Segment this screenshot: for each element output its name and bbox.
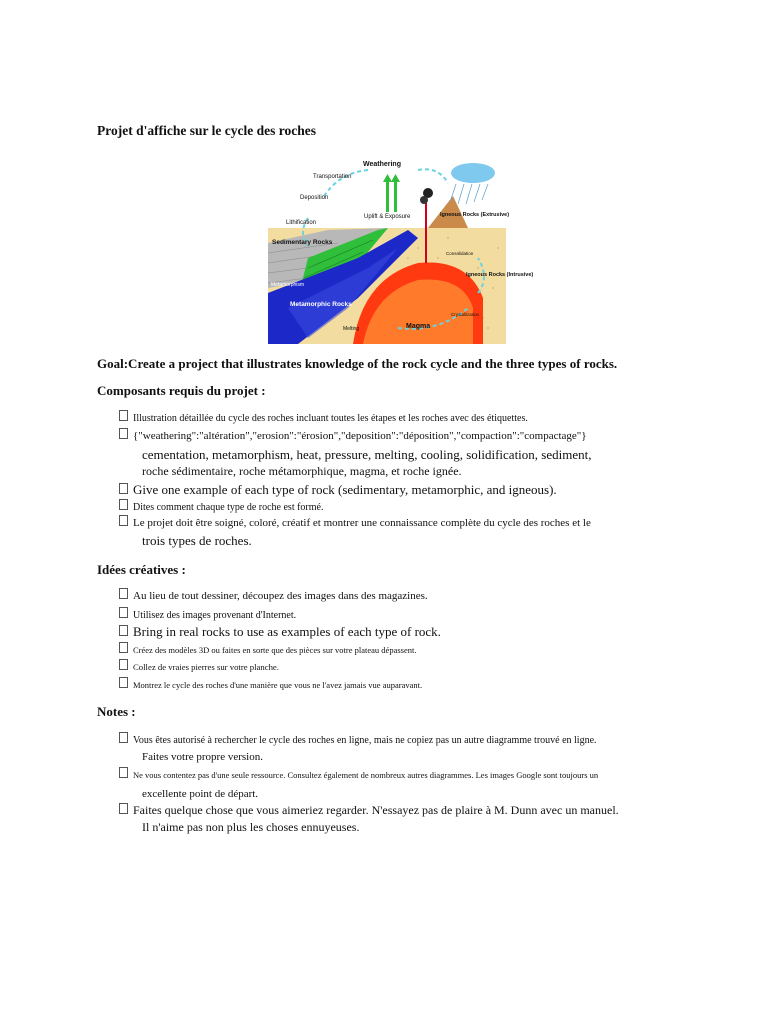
goal-statement: Goal:Create a project that illustrates knowledge of the rock cycle and the three types of rocks. bbox=[97, 356, 618, 371]
list-item: Collez de vraies pierres sur votre planche. bbox=[119, 659, 679, 676]
checkbox-icon bbox=[119, 607, 128, 618]
components-heading: Composants requis du projet : bbox=[97, 383, 266, 398]
checkbox-icon bbox=[119, 659, 128, 670]
list-item: Ne vous contentez pas d'une seule ressource. Consultez également de nombreux autres diagrammes. Les images Google sont toujours un excellente point de départ. bbox=[119, 767, 699, 803]
list-item: {"weathering":"altération","erosion":"érosion","deposition":"déposition","compaction":"compactage"} cementation, metamorphism, heat, pressure, melting, cooling, solidification, sediment, roche sédimentaire, roche métamorphique, magma, et roche ignée. bbox=[119, 428, 679, 480]
list-item: Faites quelque chose que vous aimeriez regarder. N'essayez pas de plaire à M. Dunn avec un manuel. Il n'aime pas non plus les choses ennuyeuses. bbox=[119, 802, 679, 836]
checkbox-icon bbox=[119, 677, 128, 688]
notes-heading: Notes : bbox=[97, 704, 136, 719]
checkbox-icon bbox=[119, 767, 128, 778]
label-sedimentary: Sedimentary Rocks bbox=[272, 239, 333, 246]
list-item: Illustration détaillée du cycle des roches incluant toutes les étapes et les roches avec des étiquettes. bbox=[119, 410, 679, 427]
ideas-heading: Idées créatives : bbox=[97, 562, 186, 577]
label-weathering: Weathering bbox=[363, 161, 401, 168]
checkbox-icon bbox=[119, 803, 128, 814]
label-metamorphic: Metamorphic Rocks bbox=[290, 301, 352, 308]
checkbox-icon bbox=[119, 625, 128, 636]
label-igneous-extrusive: Igneous Rocks (Extrusive) bbox=[440, 212, 510, 218]
checkbox-icon bbox=[119, 483, 128, 494]
list-item: Give one example of each type of rock (sedimentary, metamorphic, and igneous). bbox=[119, 481, 679, 498]
checkbox-icon bbox=[119, 642, 128, 653]
page-title: Projet d'affiche sur le cycle des roches bbox=[97, 123, 316, 138]
list-item: Bring in real rocks to use as examples of each type of rock. bbox=[119, 623, 679, 640]
checkbox-icon bbox=[119, 410, 128, 421]
checkbox-icon bbox=[119, 428, 128, 439]
checkbox-icon bbox=[119, 515, 128, 526]
list-item: Montrez le cycle des roches d'une manière que vous ne l'avez jamais vue auparavant. bbox=[119, 677, 679, 694]
list-item: Au lieu de tout dessiner, découpez des images dans des magazines. bbox=[119, 588, 679, 605]
rock-cycle-diagram bbox=[268, 158, 534, 344]
label-consolidation: Consolidation bbox=[446, 251, 474, 256]
list-item: Vous êtes autorisé à rechercher le cycle des roches en ligne, mais ne copiez pas un autre diagramme trouvé en ligne. Faites votre propre version. bbox=[119, 732, 679, 766]
label-lithification: Lithification bbox=[286, 220, 317, 226]
label-transportation: Transportation bbox=[313, 174, 352, 180]
label-magma: Magma bbox=[406, 323, 431, 330]
label-deposition: Deposition bbox=[300, 195, 329, 201]
checkbox-icon bbox=[119, 499, 128, 510]
checkbox-icon bbox=[119, 732, 128, 743]
label-melting: Melting bbox=[343, 326, 360, 332]
label-uplift: Uplift & Exposure bbox=[364, 214, 411, 220]
label-metamorphism: Metamorphism bbox=[271, 282, 305, 288]
list-item: Le projet doit être soigné, coloré, créatif et montrer une connaissance complète du cycle des roches et le trois types de roches. bbox=[119, 515, 679, 549]
list-item: Utilisez des images provenant d'Internet. bbox=[119, 607, 679, 624]
label-crystallization: Crystallization bbox=[451, 312, 480, 317]
checkbox-icon bbox=[119, 588, 128, 599]
list-item: Dites comment chaque type de roche est formé. bbox=[119, 499, 679, 516]
list-item: Créez des modèles 3D ou faites en sorte que des pièces sur votre plateau dépassent. bbox=[119, 642, 679, 659]
label-igneous-intrusive: Igneous Rocks (Intrusive) bbox=[466, 272, 534, 278]
